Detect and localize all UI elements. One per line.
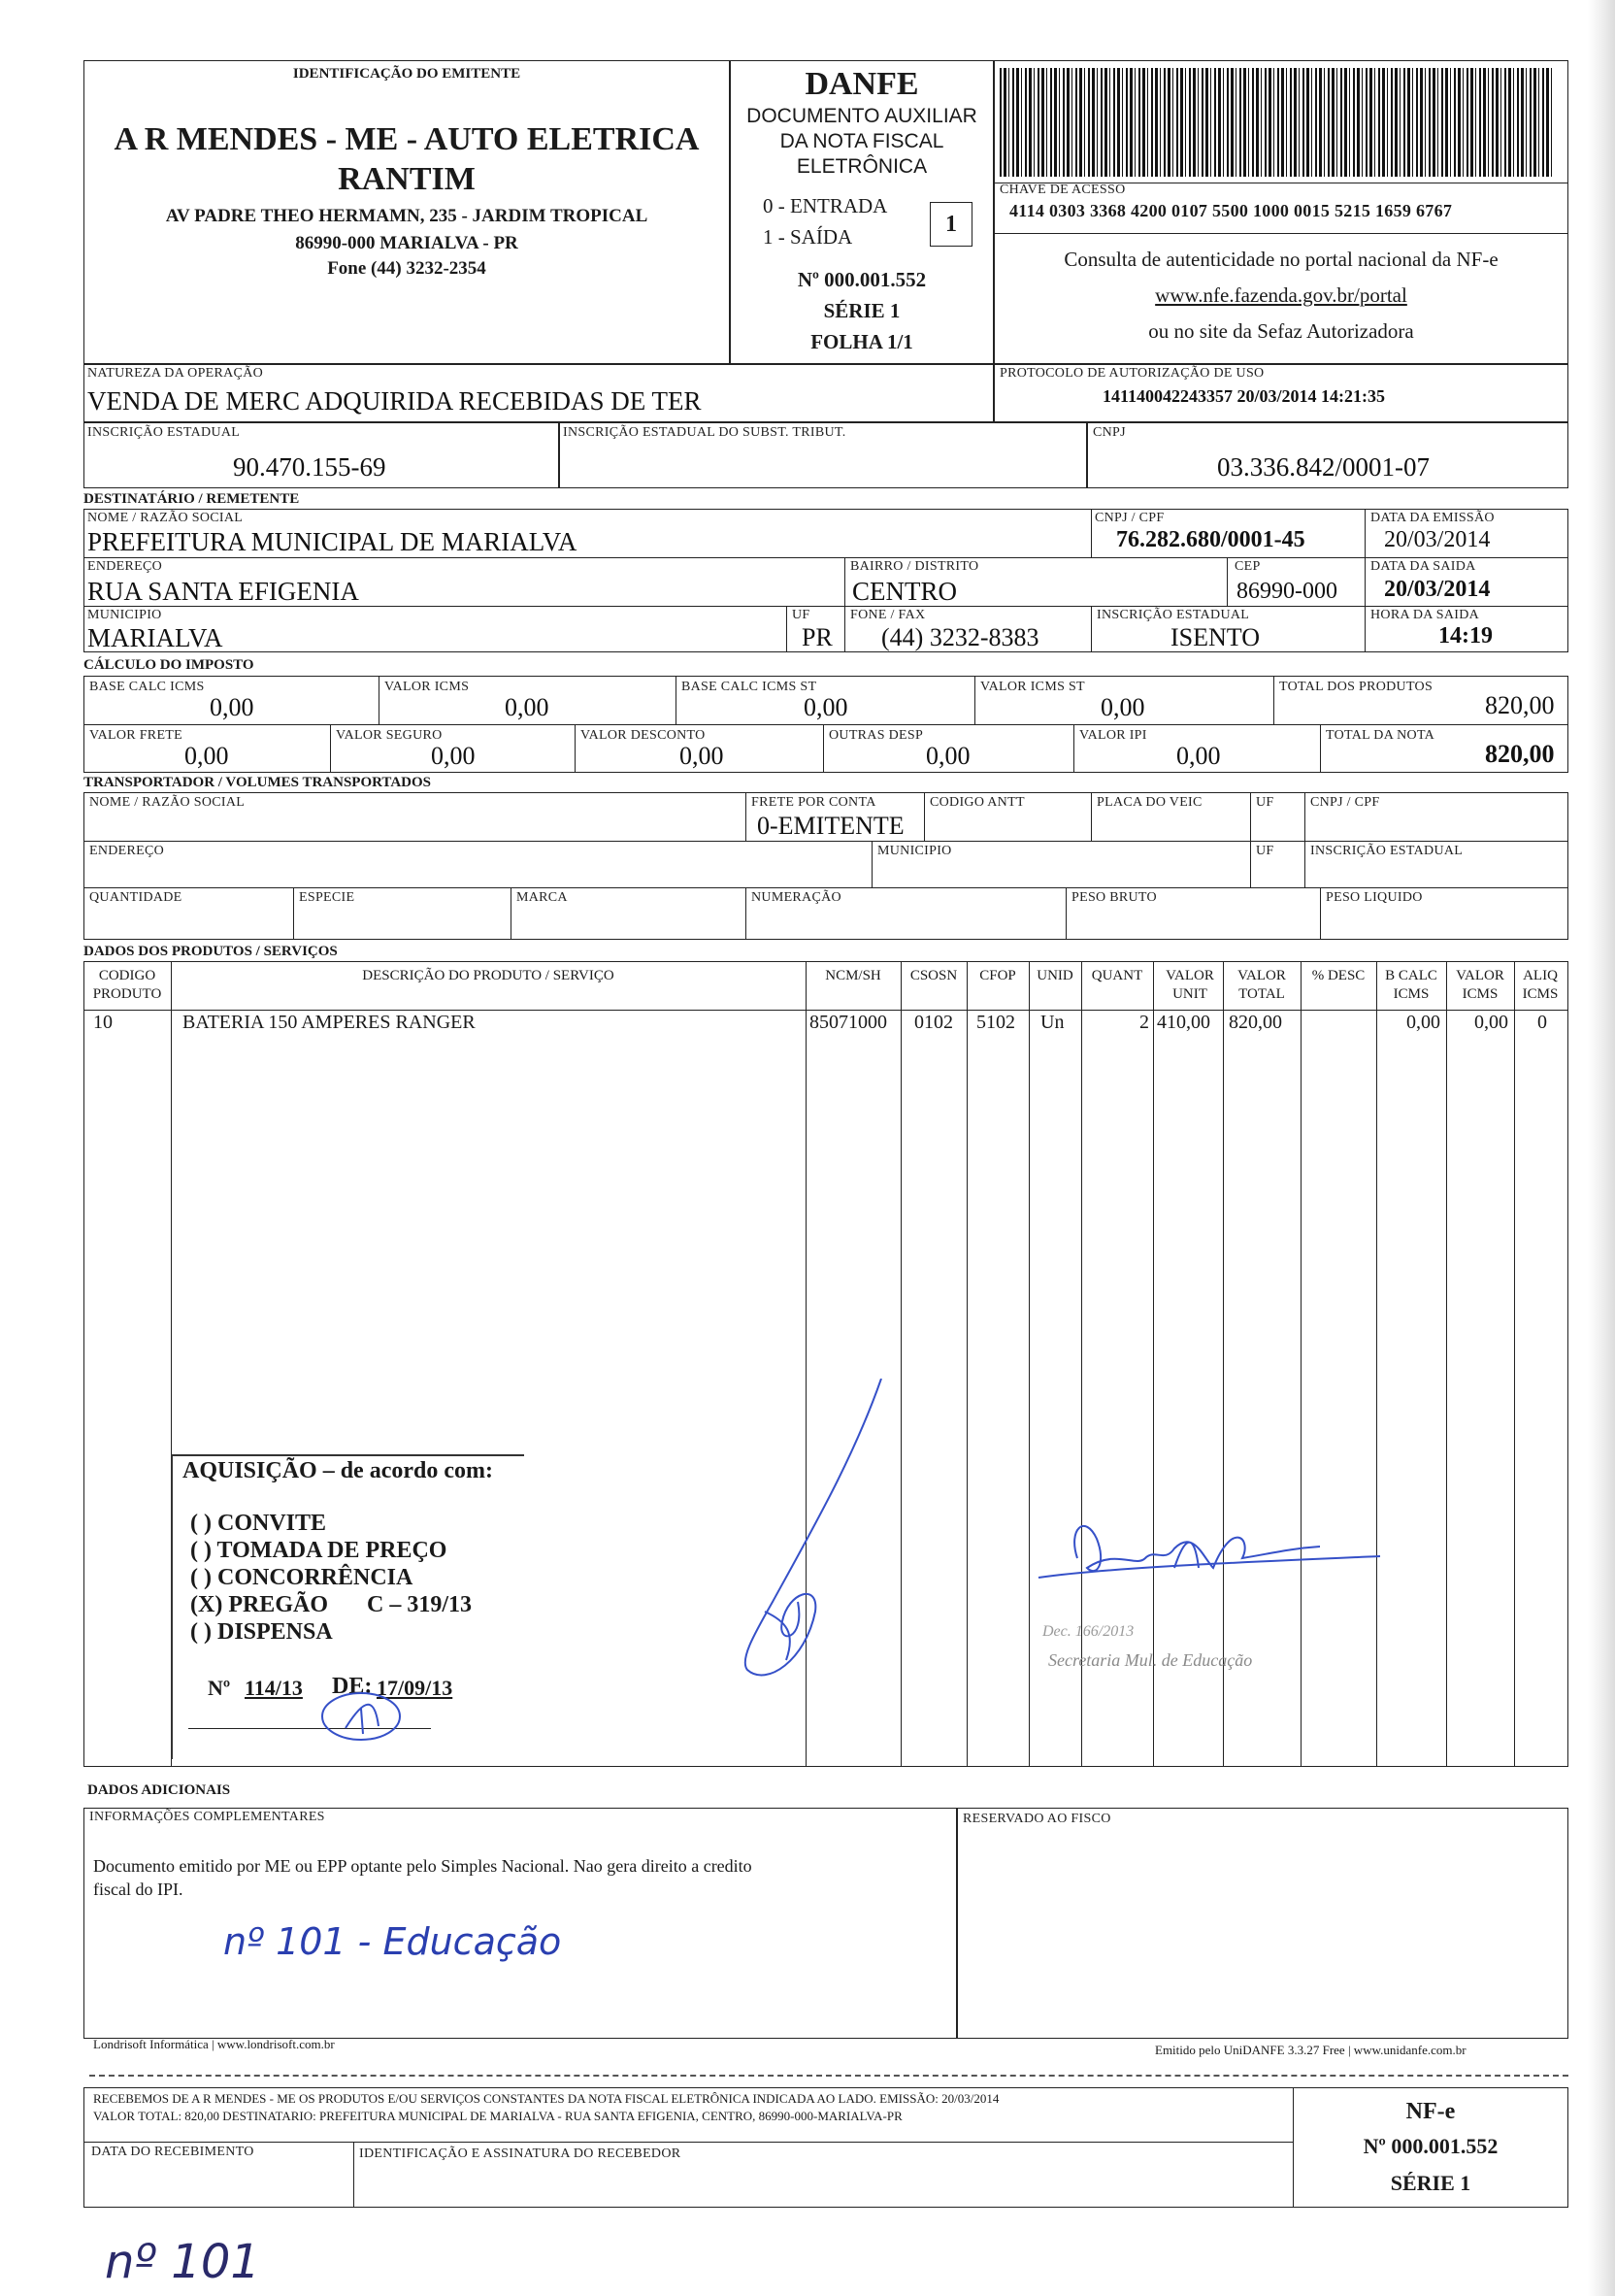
- transp-v4: [1250, 792, 1251, 887]
- protocolo-value: 141140042243357 20/03/2014 14:21:35: [1103, 386, 1385, 406]
- th-cfop: CFOP: [979, 968, 1016, 983]
- transp-v1: [745, 792, 746, 841]
- chave-label: CHAVE DE ACESSO: [1000, 183, 1126, 197]
- td-codigo: 10: [93, 1012, 113, 1033]
- dest-cnpj: 76.282.680/0001-45: [1116, 527, 1305, 552]
- outras-label: OUTRAS DESP: [829, 728, 924, 743]
- dest-vline-bairro: [844, 557, 845, 606]
- info-line-1: Documento emitido por ME ou EPP optante pelo Simples Nacional. Nao gera direito a credito: [93, 1856, 752, 1876]
- th-quant: QUANT: [1091, 968, 1143, 983]
- cut-line: [89, 2075, 1568, 2077]
- dest-bairro-label: BAIRRO / DISTRITO: [850, 559, 979, 574]
- dest-hora: 14:19: [1438, 623, 1493, 649]
- dest-cnpj-label: CNPJ / CPF: [1095, 511, 1165, 525]
- canhoto-assinatura-label: IDENTIFICAÇÃO E ASSINATURA DO RECEBEDOR: [359, 2146, 681, 2161]
- danfe-folha: FOLHA 1/1: [810, 330, 913, 353]
- emitente-section-label: IDENTIFICAÇÃO DO EMITENTE: [292, 66, 521, 82]
- dest-hora-label: HORA DA SAIDA: [1370, 608, 1480, 622]
- valor-icms: 0,00: [505, 693, 549, 721]
- footer-right: Emitido pelo UniDANFE 3.3.27 Free | www.unidanfe.com.br: [1155, 2043, 1467, 2057]
- prod-v-csosn: [967, 961, 968, 1767]
- outras: 0,00: [926, 742, 971, 770]
- dest-vline-cep: [1227, 557, 1228, 606]
- dest-vline-right: [1365, 509, 1366, 652]
- transp-v3: [1091, 792, 1092, 841]
- signature-right: [1029, 1510, 1388, 1616]
- dest-nome: PREFEITURA MUNICIPAL DE MARIALVA: [87, 527, 577, 556]
- canhoto-numero: Nº 000.001.552: [1363, 2134, 1499, 2158]
- ie-label: INSCRIÇÃO ESTADUAL: [87, 425, 241, 440]
- imp-v3: [974, 676, 975, 724]
- chave-value: 4114 0303 3368 4200 0107 5500 1000 0015 5215 1659 6767: [1009, 201, 1453, 220]
- info-label: INFORMAÇÕES COMPLEMENTARES: [89, 1810, 325, 1824]
- transp-quantidade-label: QUANTIDADE: [89, 890, 182, 905]
- signature-bottom: [307, 1687, 413, 1746]
- cnpj-value: 03.336.842/0001-07: [1217, 452, 1430, 482]
- danfe-saida: 1 - SAÍDA: [763, 225, 853, 249]
- td-csosn: 0102: [914, 1012, 953, 1033]
- td-vicms: 0,00: [1474, 1012, 1508, 1033]
- stamp-concorrencia: ( ) CONCORRÊNCIA: [190, 1565, 413, 1590]
- imp-v5: [330, 724, 331, 773]
- dest-uf-label: UF: [792, 608, 810, 622]
- desconto: 0,00: [679, 742, 724, 770]
- td-vunit: 410,00: [1157, 1012, 1210, 1033]
- dest-row-line-1: [83, 557, 1365, 558]
- dest-emissao-label: DATA DA EMISSÃO: [1370, 511, 1495, 525]
- canhoto-hline: [83, 2142, 1293, 2143]
- transp-cnpj-label: CNPJ / CPF: [1310, 795, 1380, 810]
- stamp-de: 17/09/13: [377, 1676, 453, 1700]
- emitente-name: A R MENDES - ME - AUTO ELETRICA: [114, 121, 700, 157]
- transp-numeracao-label: NUMERAÇÃO: [751, 890, 841, 905]
- fisco-box: [957, 1808, 1568, 2039]
- th-aliq: ALIQ ICMS: [1522, 968, 1559, 1002]
- transp-frete: 0-EMITENTE: [757, 812, 905, 840]
- danfe-serie: SÉRIE 1: [823, 299, 901, 322]
- th-unid: UNID: [1037, 968, 1073, 983]
- stamp-num: 114/13: [245, 1676, 303, 1700]
- valor-st: 0,00: [1101, 693, 1145, 721]
- td-cfop: 5102: [976, 1012, 1015, 1033]
- base-icms: 0,00: [210, 693, 254, 721]
- dest-uf: PR: [802, 623, 833, 651]
- dest-cep: 86990-000: [1236, 579, 1337, 604]
- transp-peso-liquido-label: PESO LIQUIDO: [1326, 890, 1423, 905]
- imp-v6: [575, 724, 576, 773]
- danfe-numero: Nº 000.001.552: [797, 268, 927, 291]
- stamp-tomada: ( ) TOMADA DE PREÇO: [190, 1538, 447, 1563]
- transp-v2: [924, 792, 925, 841]
- td-ncm: 85071000: [809, 1012, 887, 1033]
- td-quant: 2: [1139, 1012, 1149, 1033]
- danfe-subtitle-3: ELETRÔNICA: [796, 155, 928, 178]
- prod-v-unid: [1081, 961, 1082, 1767]
- imp-v9: [1320, 724, 1321, 773]
- th-vtotal: VALOR TOTAL: [1237, 968, 1286, 1002]
- ie-st-label: INSCRIÇÃO ESTADUAL DO SUBST. TRIBUT.: [563, 425, 846, 440]
- th-codigo: CODIGO PRODUTO: [92, 968, 162, 1002]
- transp-v5: [1304, 792, 1305, 887]
- danfe-title: DANFE: [805, 66, 919, 102]
- emitente-city: 86990-000 MARIALVA - PR: [295, 233, 518, 253]
- adicionais-section: DADOS ADICIONAIS: [87, 1782, 231, 1798]
- dest-municipio: MARIALVA: [87, 623, 223, 652]
- valor-st-label: VALOR ICMS ST: [980, 680, 1085, 694]
- dest-fone: (44) 3232-8383: [881, 623, 1039, 651]
- td-descricao: BATERIA 150 AMPERES RANGER: [182, 1012, 476, 1033]
- th-ncm: NCM/SH: [825, 968, 881, 983]
- dest-ie-label: INSCRIÇÃO ESTADUAL: [1097, 608, 1250, 622]
- total-produtos: 820,00: [1485, 691, 1555, 719]
- transp-peso-bruto-label: PESO BRUTO: [1071, 890, 1157, 905]
- seguro-label: VALOR SEGURO: [336, 728, 443, 743]
- td-unid: Un: [1040, 1012, 1065, 1033]
- stamp-title: AQUISIÇÃO – de acordo com:: [182, 1458, 493, 1483]
- dest-vline-uf: [786, 606, 787, 652]
- total-nota: 820,00: [1485, 740, 1555, 768]
- dest-bairro: CENTRO: [852, 577, 957, 606]
- page-edge-shadow: [1588, 0, 1615, 2296]
- td-aliq: 0: [1537, 1012, 1547, 1033]
- stamp-faint-2: Secretaria Mul. de Educação: [1048, 1650, 1253, 1670]
- produtos-header-line: [83, 1010, 1568, 1011]
- dest-municipio-label: MUNICIPIO: [87, 608, 162, 622]
- consulta-text: Consulta de autenticidade no portal nacional da NF-e: [1064, 248, 1499, 271]
- dest-fone-label: FONE / FAX: [850, 608, 926, 622]
- emitente-address: AV PADRE THEO HERMAMN, 235 - JARDIM TROPICAL: [165, 206, 648, 226]
- cnpj-label: CNPJ: [1093, 425, 1126, 440]
- th-vunit: VALOR UNIT: [1166, 968, 1214, 1002]
- fisco-label: RESERVADO AO FISCO: [963, 1812, 1111, 1826]
- transp-v11: [1320, 887, 1321, 940]
- prod-v-bcalc: [1446, 961, 1447, 1767]
- stamp-pregao-num: C – 319/13: [367, 1592, 472, 1617]
- info-line-2: fiscal do IPI.: [93, 1880, 183, 1899]
- canhoto-nfe: NF-e: [1405, 2099, 1456, 2124]
- dest-nome-label: NOME / RAZÃO SOCIAL: [87, 511, 244, 525]
- transp-uf2-label: UF: [1256, 844, 1274, 858]
- imp-v7: [823, 724, 824, 773]
- danfe-subtitle-1: DOCUMENTO AUXILIAR: [746, 105, 977, 127]
- destinatario-section: DESTINATÁRIO / REMETENTE: [83, 491, 300, 507]
- barcode: [1000, 68, 1553, 177]
- transp-placa-label: PLACA DO VEIC: [1097, 795, 1203, 810]
- dest-saida: 20/03/2014: [1384, 577, 1491, 602]
- natureza-value: VENDA DE MERC ADQUIRIDA RECEBIDAS DE TER: [87, 386, 702, 416]
- dest-saida-label: DATA DA SAIDA: [1370, 559, 1476, 574]
- consulta-sefaz: ou no site da Sefaz Autorizadora: [1148, 319, 1414, 343]
- seguro: 0,00: [431, 742, 476, 770]
- td-bcalc: 0,00: [1406, 1012, 1440, 1033]
- base-st: 0,00: [804, 693, 848, 721]
- handwritten-footer: nº 101: [105, 2235, 260, 2289]
- th-csosn: CSOSN: [909, 968, 958, 983]
- stamp-convite: ( ) CONVITE: [190, 1511, 327, 1536]
- imposto-mid-line: [83, 724, 1568, 725]
- th-vicms: VALOR ICMS: [1456, 968, 1504, 1002]
- stamp-de-prefix: DE:: [332, 1674, 373, 1699]
- transp-line-1: [83, 841, 1568, 842]
- transp-v6: [872, 841, 873, 887]
- stamp-dispensa: ( ) DISPENSA: [190, 1619, 333, 1645]
- transp-antt-label: CODIGO ANTT: [930, 795, 1025, 810]
- transportador-section: TRANSPORTADOR / VOLUMES TRANSPORTADOS: [83, 775, 432, 790]
- ipi-label: VALOR IPI: [1079, 728, 1147, 743]
- valor-icms-label: VALOR ICMS: [384, 680, 470, 694]
- frete-label: VALOR FRETE: [89, 728, 182, 743]
- ipi: 0,00: [1176, 742, 1221, 770]
- th-bcalc: B CALC ICMS: [1385, 968, 1437, 1002]
- danfe-tipo-box: 1: [930, 202, 972, 247]
- canhoto-vline-2: [353, 2142, 354, 2208]
- dest-right-line-1: [1365, 557, 1568, 558]
- transp-nome-label: NOME / RAZÃO SOCIAL: [89, 795, 246, 810]
- transp-frete-label: FRETE POR CONTA: [751, 795, 876, 810]
- transp-municipio-label: MUNICIPIO: [877, 844, 952, 858]
- base-st-label: BASE CALC ICMS ST: [681, 680, 817, 694]
- signature-left: [718, 1379, 912, 1689]
- prod-v-cfop: [1029, 961, 1030, 1767]
- dest-cep-label: CEP: [1235, 559, 1261, 574]
- prod-v-quant: [1153, 961, 1154, 1767]
- emitente-name-2: RANTIM: [338, 161, 476, 197]
- transp-v10: [1066, 887, 1067, 940]
- transp-v7: [293, 887, 294, 940]
- dest-emissao: 20/03/2014: [1384, 527, 1491, 552]
- stamp-num-prefix: Nº: [208, 1676, 231, 1700]
- prod-v-vtotal: [1301, 961, 1302, 1767]
- canhoto-text-2: VALOR TOTAL: 820,00 DESTINATARIO: PREFEITURA MUNICIPAL DE MARIALVA - RUA SANTA EFIGENIA, CENTRO, 86990-000-MARIALVA-PR: [93, 2109, 903, 2123]
- danfe-subtitle-2: DA NOTA FISCAL: [779, 130, 944, 152]
- emitente-phone: Fone (44) 3232-2354: [327, 258, 486, 279]
- th-desc: % DESC: [1311, 968, 1366, 983]
- canhoto-data-label: DATA DO RECEBIMENTO: [91, 2145, 254, 2159]
- imposto-section: CÁLCULO DO IMPOSTO: [83, 657, 254, 673]
- produtos-section: DADOS DOS PRODUTOS / SERVIÇOS: [83, 944, 338, 959]
- transp-uf-label: UF: [1256, 795, 1274, 810]
- dest-vline-ie: [1091, 606, 1092, 652]
- canhoto-text-1: RECEBEMOS DE A R MENDES - ME OS PRODUTOS E/OU SERVIÇOS CONSTANTES DA NOTA FISCAL ELETRÔNICA INDICADA AO LADO. EMISSÃO: 20/03/2014: [93, 2091, 1000, 2106]
- canhoto-serie: SÉRIE 1: [1390, 2171, 1471, 2195]
- transp-especie-label: ESPECIE: [299, 890, 355, 905]
- transp-ie-label: INSCRIÇÃO ESTADUAL: [1310, 844, 1464, 858]
- protocolo-label: PROTOCOLO DE AUTORIZAÇÃO DE USO: [1000, 366, 1265, 381]
- stamp-pregao: (X) PREGÃO: [190, 1592, 328, 1617]
- dest-endereco: RUA SANTA EFIGENIA: [87, 577, 359, 606]
- footer-left: Londrisoft Informática | www.londrisoft.com.br: [93, 2037, 335, 2051]
- prod-v-vunit: [1223, 961, 1224, 1767]
- transp-v9: [745, 887, 746, 940]
- prod-v-vicms: [1514, 961, 1515, 1767]
- frete: 0,00: [184, 742, 229, 770]
- total-produtos-label: TOTAL DOS PRODUTOS: [1279, 680, 1434, 694]
- dest-right-line-2: [1365, 606, 1568, 607]
- dest-ie: ISENTO: [1170, 623, 1260, 651]
- dest-vline-fone: [844, 606, 845, 652]
- th-descricao: DESCRIÇÃO DO PRODUTO / SERVIÇO: [362, 968, 614, 983]
- ie-value: 90.470.155-69: [233, 452, 386, 482]
- desconto-label: VALOR DESCONTO: [580, 728, 706, 743]
- imp-v4: [1273, 676, 1274, 724]
- transp-endereco-label: ENDEREÇO: [89, 844, 165, 858]
- total-nota-label: TOTAL DA NOTA: [1326, 728, 1435, 743]
- td-vtotal: 820,00: [1229, 1012, 1282, 1033]
- danfe-entrada: 0 - ENTRADA: [763, 194, 888, 217]
- natureza-label: NATUREZA DA OPERAÇÃO: [87, 366, 264, 381]
- handwritten-note: nº 101 - Educação: [223, 1920, 562, 1963]
- chave-divider-2: [994, 233, 1568, 234]
- transp-marca-label: MARCA: [516, 890, 568, 905]
- imp-v8: [1073, 724, 1074, 773]
- prod-v-desc2: [1376, 961, 1377, 1767]
- dest-endereco-label: ENDEREÇO: [87, 559, 163, 574]
- base-icms-label: BASE CALC ICMS: [89, 680, 205, 694]
- consulta-url[interactable]: www.nfe.fazenda.gov.br/portal: [1155, 283, 1407, 307]
- stamp-faint-1: Dec. 166/2013: [1042, 1623, 1135, 1640]
- transp-line-2: [83, 887, 1568, 888]
- dest-vline-cnpj: [1091, 509, 1092, 557]
